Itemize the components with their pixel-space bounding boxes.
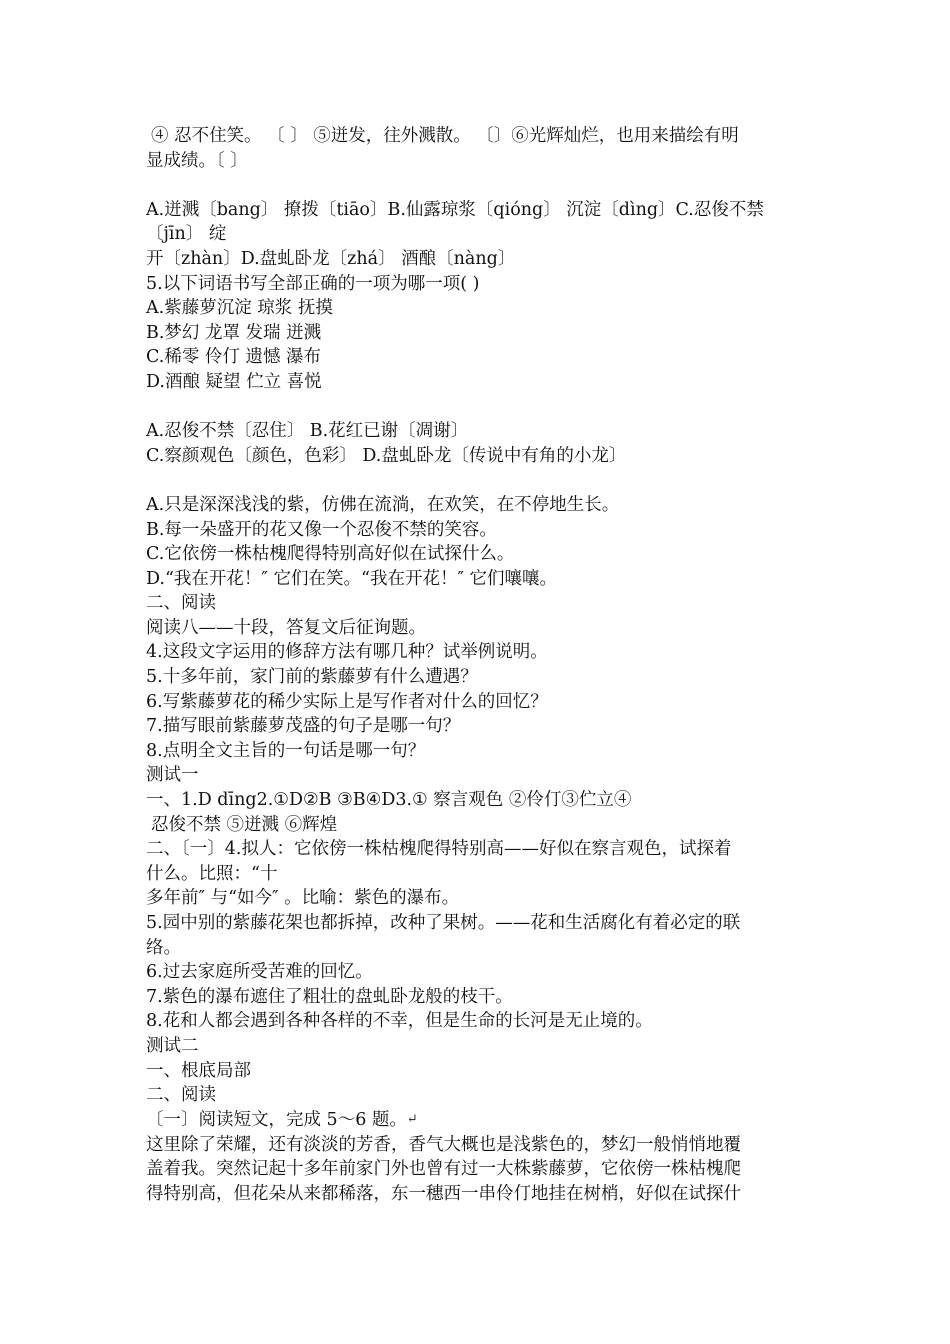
passage-line: 得特别高，但花朵从来都稀落，东一穗西一串伶仃地挂在树梢，好似在试探什 [146, 1183, 741, 1204]
option-d: D.酒酿 疑望 伫立 喜悦 [146, 371, 322, 392]
question-8: 8.点明全文主旨的一句话是哪一句？ [146, 740, 426, 761]
text-line: 〔jīn〕 绽 [146, 224, 227, 245]
answer-line: 5.园中别的紫藤花架也都拆掉，改种了果树。——花和生活腐化有着必定的联 [146, 913, 741, 933]
subsection-heading: 二、阅读 [146, 1085, 216, 1106]
text-line: ④ 忍不住笑。 〔 〕 ⑤迸发，往外溅散。 〔〕⑥光辉灿烂，也用来描绘有明 [151, 126, 739, 146]
answer-line: 一、1.D dīng2.①D②B ③B④D3.① 察言观色 ②伶仃③伫立④ [146, 790, 632, 811]
reading-instruction-text: 〔一〕阅读短文，完成 5～6 题。 [146, 1109, 407, 1130]
text-line: 阅读八——十段，答复文后征询题。 [146, 617, 426, 638]
option-a: A.紫藤萝沉淀 琼浆 抚摸 [146, 298, 333, 319]
answer-line: 6.过去家庭所受苦难的回忆。 [146, 962, 373, 983]
text-line: 开〔zhàn〕D.盘虬卧龙〔zhá〕 酒酿〔nàng〕 [146, 248, 516, 269]
text-line: A.迸溅〔bang〕 撩拨〔tiāo〕B.仙露琼浆〔qióng〕 沉淀〔dìng〕C.忍俊不禁 [146, 199, 764, 220]
option-a: A.只是深深浅浅的紫，仿佛在流淌，在欢笑，在不停地生长。 [146, 494, 620, 515]
question-5: 5.十多年前，家门前的紫藤萝有什么遭遇？ [146, 667, 478, 688]
answer-line: 二、〔一〕4.拟人：它依傍一株枯槐爬得特别高——好似在察言观色，试探着 [146, 839, 732, 860]
blank-line [146, 468, 806, 493]
text-line: 显成绩。〔 〕 [146, 150, 248, 171]
answer-line: 络。 [146, 937, 181, 958]
section-heading: 二、阅读 [146, 593, 216, 614]
text-line: C.察颜观色〔颜色，色彩〕 D.盘虬卧龙〔传说中有角的小龙〕 [146, 445, 627, 466]
blank-line [146, 395, 806, 420]
option-d: D.“我在开花！″ 它们在笑。“我在开花！″ 它们嚷嚷。 [146, 568, 558, 589]
option-b: B.梦幻 龙罩 发瑞 迸溅 [146, 322, 322, 343]
subsection-heading: 一、根底局部 [146, 1060, 251, 1081]
document-body [146, 124, 806, 1206]
question-4: 4.这段文字运用的修辞方法有哪几种？试举例说明。 [146, 642, 548, 663]
option-c: C.稀零 伶仃 遗憾 瀑布 [146, 347, 322, 368]
option-b: B.每一朵盛开的花又像一个忍俊不禁的笑容。 [146, 519, 497, 540]
question-6: 6.写紫藤萝花的稀少实际上是写作者对什么的回忆？ [146, 691, 548, 712]
question-7: 7.描写眼前紫藤萝茂盛的句子是哪一句？ [146, 716, 461, 737]
answer-line: 多年前″ 与“如今″ 。比喻：紫色的瀑布。 [146, 888, 460, 909]
passage-line: 这里除了荣耀，还有淡淡的芳香，香气大概也是浅紫色的，梦幻一般悄悄地覆 [146, 1134, 741, 1155]
text-line: A.忍俊不禁〔忍住〕 B.花红已谢〔凋谢〕 [146, 421, 469, 442]
section-heading: 测试一 [146, 765, 199, 786]
passage-line: 盖着我。突然记起十多年前家门外也曾有过一大株紫藤萝，它依傍一株枯槐爬 [146, 1159, 741, 1180]
answer-line: 7.紫色的瀑布遮住了粗壮的盘虬卧龙般的枝干。 [146, 986, 513, 1007]
answer-line: 忍俊不禁 ⑤迸溅 ⑥辉煌 [151, 814, 338, 835]
blank-line [146, 173, 806, 198]
question-5: 5.以下词语书写全部正确的一项为哪一项( ) [146, 273, 480, 294]
paragraph-mark-icon: ↵ [406, 1111, 418, 1127]
answer-line: 什么。比照：“十 [146, 863, 278, 884]
section-heading: 测试二 [146, 1035, 199, 1056]
option-c: C.它依傍一株枯槐爬得特别高好似在试探什么。 [146, 544, 515, 565]
answer-line: 8.花和人都会遇到各种各样的不幸，但是生命的长河是无止境的。 [146, 1011, 653, 1032]
reading-instruction [146, 1108, 806, 1133]
